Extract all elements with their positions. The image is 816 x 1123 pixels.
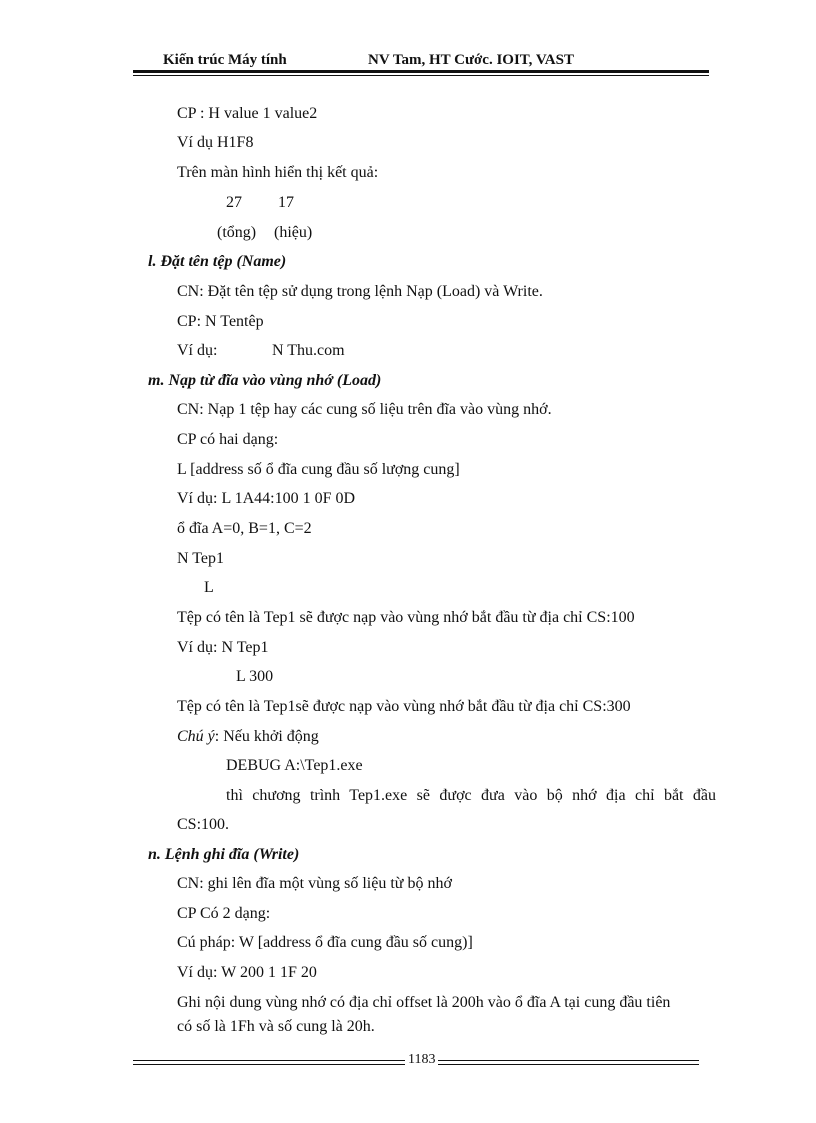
text-line: CP Có 2 dạng: [177, 905, 271, 922]
section-heading-l: l. Đặt tên tệp (Name) [148, 253, 287, 270]
text-line: CP có hai dạng: [177, 431, 279, 448]
text-line: Ví dụ: N Tep1 [177, 639, 269, 656]
page-header [133, 50, 709, 78]
text-line: L 300 [236, 668, 274, 685]
footer-rule-left [133, 1060, 405, 1065]
text-line: có số là 1Fh và số cung là 20h. [177, 1018, 375, 1035]
result-sum: 27 [226, 194, 242, 211]
header-rule-thin [133, 75, 709, 76]
note-label: Chú ý [177, 728, 215, 745]
note-line [177, 727, 319, 747]
result-diff: 17 [278, 194, 294, 211]
label-diff: (hiệu) [274, 224, 313, 241]
section-heading-n: n. Lệnh ghi đĩa (Write) [148, 846, 300, 863]
text-line: Trên màn hình hiển thị kết quả: [177, 164, 379, 181]
text-line: CN: ghi lên đĩa một vùng số liệu từ bộ nhớ [177, 875, 452, 892]
text-line: L [204, 579, 214, 596]
header-title: Kiến trúc Máy tính [163, 52, 287, 68]
header-rule-thick [133, 70, 709, 73]
text-line: Ví dụ: W 200 1 1F 20 [177, 964, 317, 981]
text-line: Ví dụ: [177, 342, 218, 359]
note-text: : Nếu khởi động [214, 728, 319, 745]
text-line: L [address số ổ đĩa cung đầu số lượng cung] [177, 461, 460, 478]
page-number: 1183 [408, 1052, 436, 1067]
text-line: Ví dụ H1F8 [177, 134, 254, 151]
text-line: Ví dụ: L 1A44:100 1 0F 0D [177, 490, 356, 507]
section-heading-m: m. Nạp từ đĩa vào vùng nhớ (Load) [148, 372, 382, 389]
text-line: N Thu.com [272, 342, 345, 359]
text-line: CN: Nạp 1 tệp hay các cung số liệu trên đĩa vào vùng nhớ. [177, 401, 552, 418]
text-line: Ghi nội dung vùng nhớ có địa chỉ offset là 200h vào ổ đĩa A tại cung đầu tiên [177, 994, 671, 1011]
text-line: DEBUG A:\Tep1.exe [226, 757, 363, 774]
header-authors: NV Tam, HT Cước. IOIT, VAST [368, 52, 574, 68]
text-line: ổ đĩa A=0, B=1, C=2 [177, 520, 312, 537]
text-line: CP : H value 1 value2 [177, 105, 318, 122]
text-line: CN: Đặt tên tệp sử dụng trong lệnh Nạp (Load) và Write. [177, 283, 543, 300]
footer-rule-right [438, 1060, 699, 1065]
text-line: CS:100. [177, 816, 230, 833]
text-line: CP: N Tentêp [177, 313, 264, 330]
text-line: Cú pháp: W [address ổ đĩa cung đầu số cung)] [177, 934, 473, 951]
text-line: Tệp có tên là Tep1 sẽ được nạp vào vùng nhớ bắt đầu từ địa chỉ CS:100 [177, 609, 635, 626]
text-line: N Tep1 [177, 550, 225, 567]
page-footer [133, 1052, 699, 1074]
label-sum: (tổng) [217, 224, 257, 241]
text-line: Tệp có tên là Tep1sẽ được nạp vào vùng nhớ bắt đầu từ địa chỉ CS:300 [177, 698, 631, 715]
text-line: thì chương trình Tep1.exe sẽ được đưa vào bộ nhớ địa chỉ bắt đầu [226, 787, 716, 804]
